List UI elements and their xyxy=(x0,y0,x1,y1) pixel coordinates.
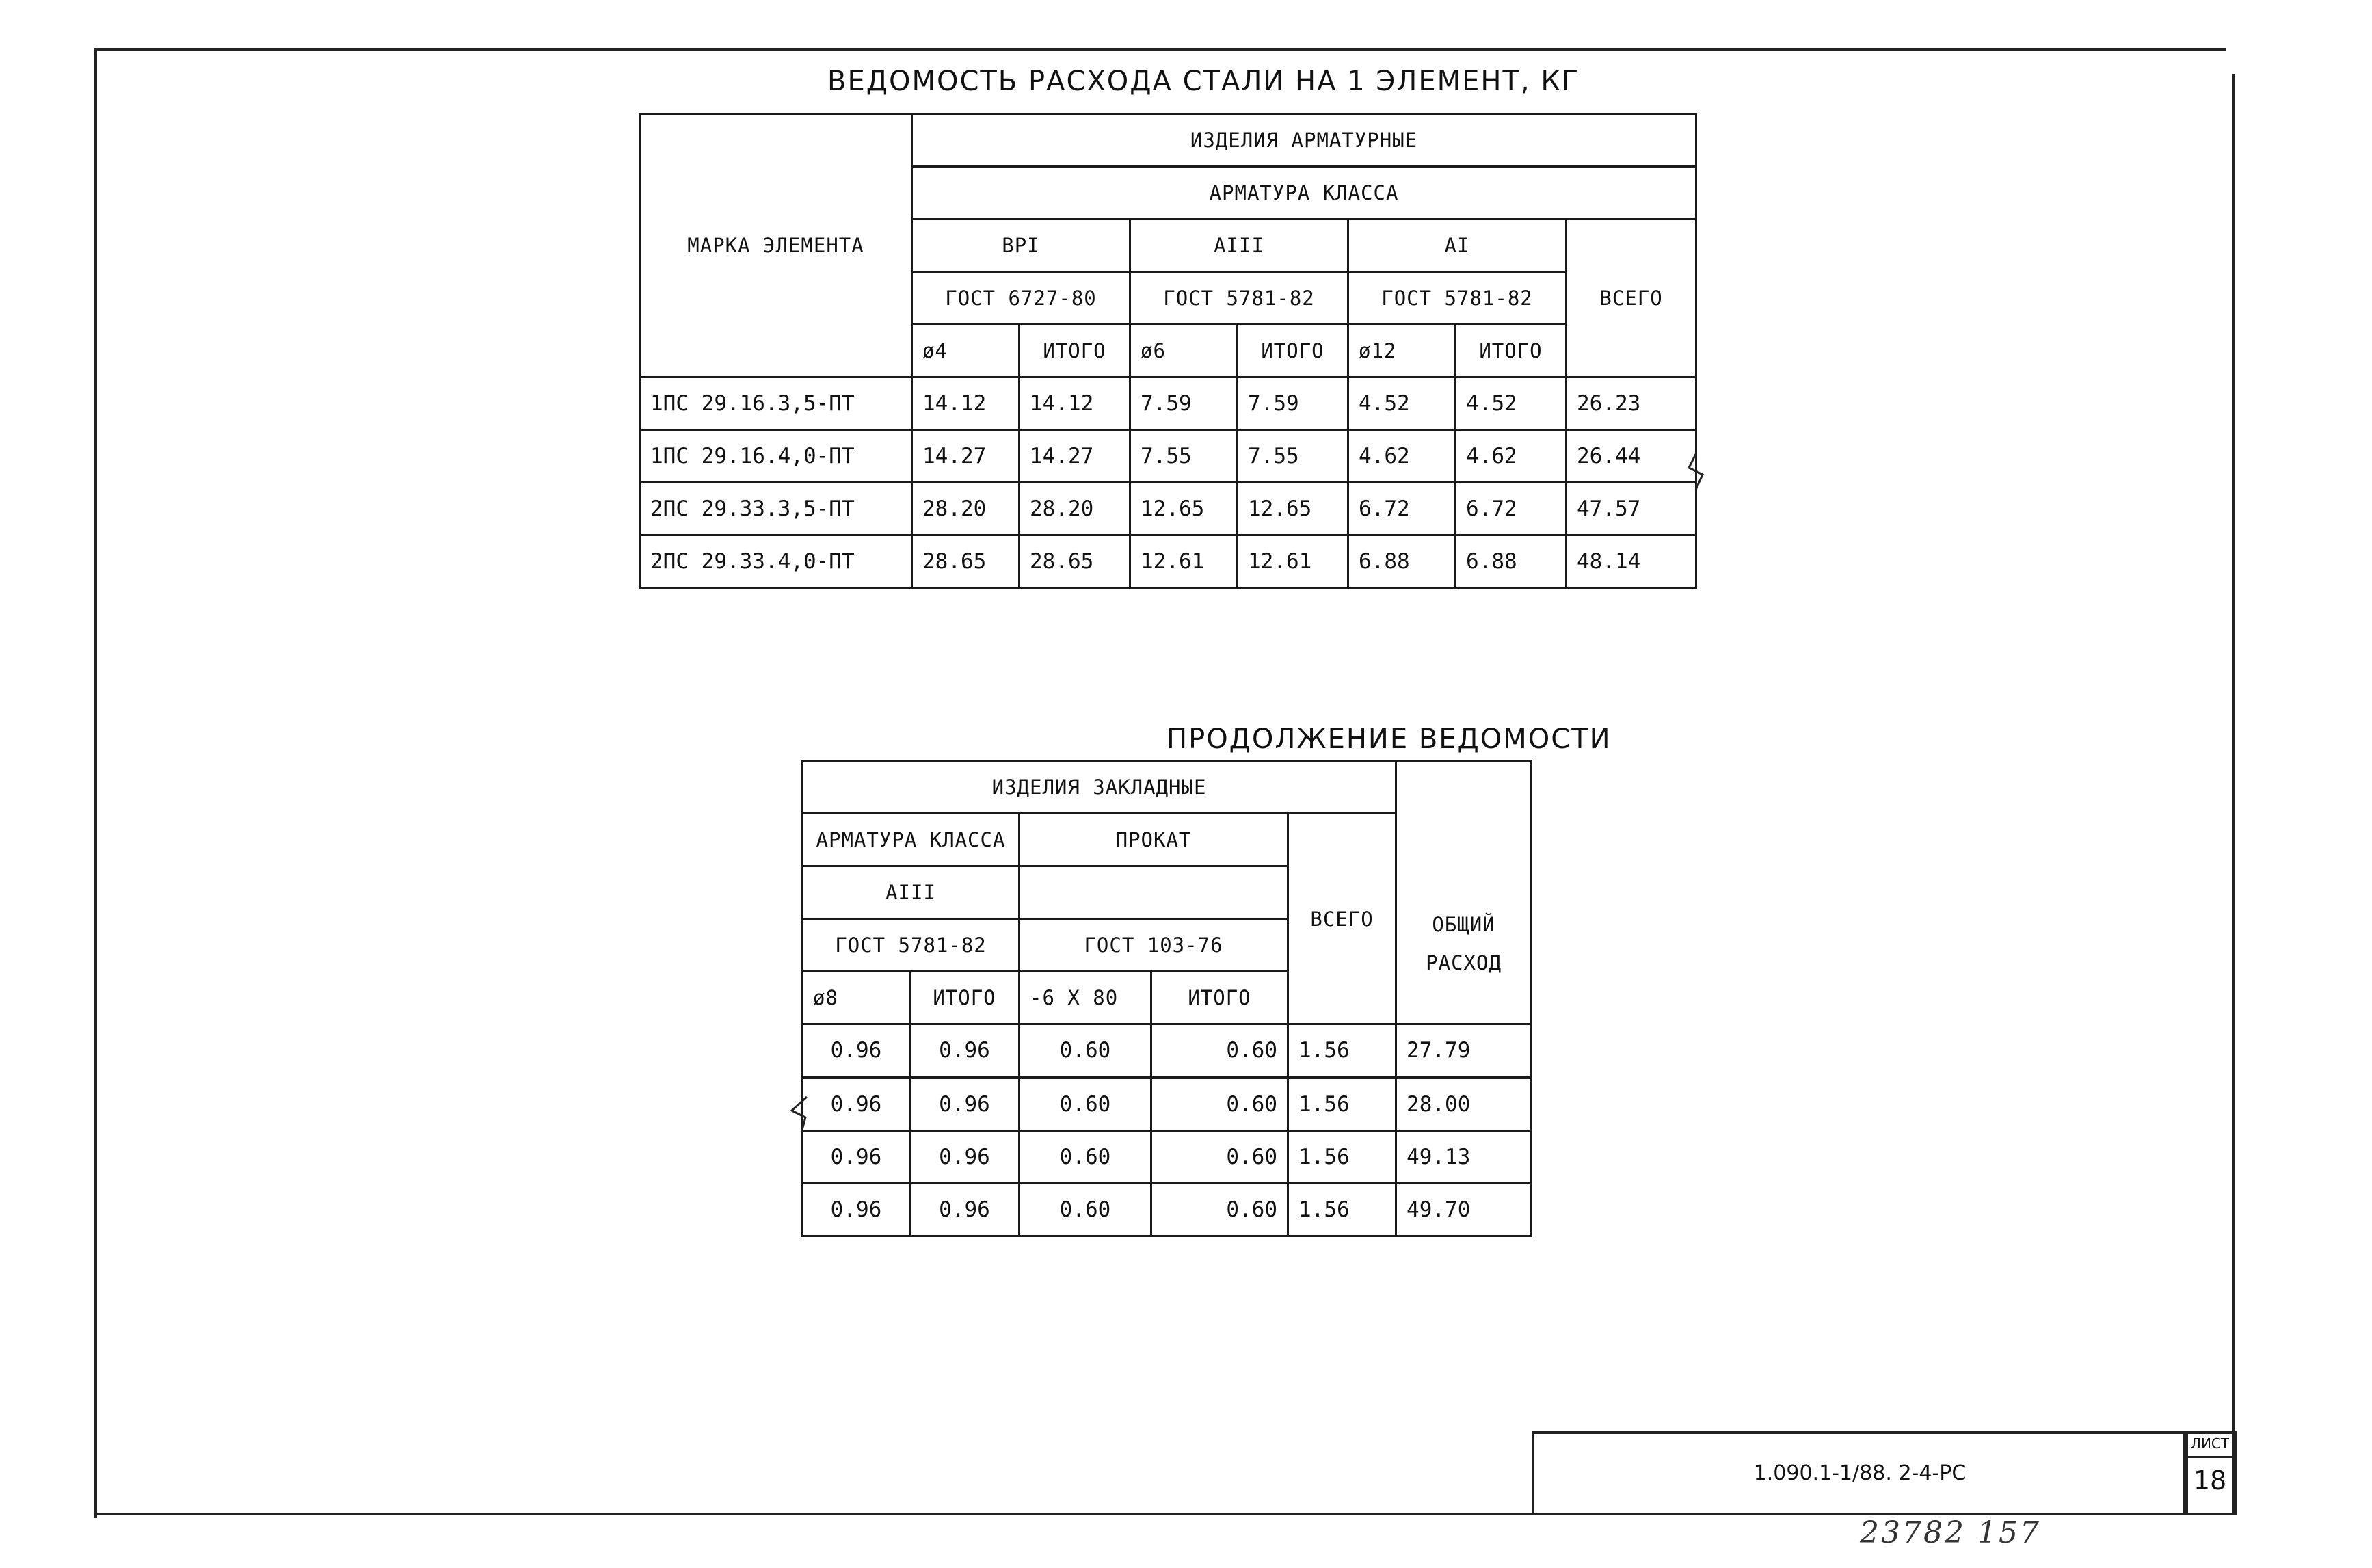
table-cell: 1.56 xyxy=(1288,1024,1396,1078)
element-mark: 1ПС 29.16.3,5-ПТ xyxy=(640,377,912,430)
empty-cell xyxy=(1020,866,1288,919)
table-cell: 0.60 xyxy=(1151,1024,1288,1078)
table-cell: 7.55 xyxy=(1130,430,1238,483)
table-cell: 28.20 xyxy=(1020,483,1130,535)
table-cell: 49.13 xyxy=(1396,1131,1532,1184)
table-cell: 0.60 xyxy=(1020,1024,1151,1078)
table-row xyxy=(803,1078,1532,1131)
table-cell: 0.96 xyxy=(910,1131,1020,1184)
header-gost-a3: ГОСТ 5781-82 xyxy=(803,919,1020,972)
table-cell: 26.44 xyxy=(1567,430,1696,483)
sheet-number: 18 xyxy=(2193,1465,2227,1496)
header-gost-rolled: ГОСТ 103-76 xyxy=(1020,919,1288,972)
table-cell: 14.27 xyxy=(912,430,1020,483)
header-gost-a3: ГОСТ 5781-82 xyxy=(1130,272,1348,325)
continuation-title: ПРОДОЛЖЕНИЕ ВЕДОМОСТИ xyxy=(1167,723,1612,755)
header-rolled-steel: ПРОКАТ xyxy=(1020,814,1288,866)
table-cell: 27.79 xyxy=(1396,1024,1532,1078)
header-gost-bp1: ГОСТ 6727-80 xyxy=(912,272,1130,325)
break-line-icon xyxy=(786,1094,814,1135)
table-cell: 12.61 xyxy=(1130,535,1238,588)
header-diameter-8: ø8 xyxy=(803,972,910,1024)
table-cell: 0.96 xyxy=(910,1078,1020,1131)
header-overall-consumption: ОБЩИЙ РАСХОД xyxy=(1396,761,1532,1024)
header-class-a3: АIII xyxy=(1130,220,1348,272)
table-cell: 4.62 xyxy=(1456,430,1567,483)
table-cell: 12.65 xyxy=(1130,483,1238,535)
header-reinforcement-products: ИЗДЕЛИЯ АРМАТУРНЫЕ xyxy=(912,114,1696,167)
table-cell: 12.65 xyxy=(1238,483,1348,535)
table-row xyxy=(640,535,1696,588)
table-cell: 0.60 xyxy=(1020,1184,1151,1236)
table-cell: 0.96 xyxy=(910,1184,1020,1236)
header-gost-a1: ГОСТ 5781-82 xyxy=(1348,272,1567,325)
header-itogo: ИТОГО xyxy=(1456,325,1567,377)
drawing-frame-right xyxy=(2232,74,2235,1515)
table-cell: 28.00 xyxy=(1396,1078,1532,1131)
table-cell: 0.60 xyxy=(1151,1078,1288,1131)
drawing-frame-top xyxy=(94,48,2226,51)
table-cell: 47.57 xyxy=(1567,483,1696,535)
header-element-mark: МАРКА ЭЛЕМЕНТА xyxy=(640,114,912,377)
table-cell: 12.61 xyxy=(1238,535,1348,588)
table-cell: 48.14 xyxy=(1567,535,1696,588)
table-cell: 4.62 xyxy=(1348,430,1456,483)
header-class-a1: АI xyxy=(1348,220,1567,272)
table-cell: 4.52 xyxy=(1456,377,1567,430)
table-cell: 0.96 xyxy=(910,1024,1020,1078)
table-cell: 14.12 xyxy=(1020,377,1130,430)
element-mark: 1ПС 29.16.4,0-ПТ xyxy=(640,430,912,483)
table-cell: 7.55 xyxy=(1238,430,1348,483)
header-strip-size: -6 Х 80 xyxy=(1020,972,1151,1024)
header-class-a3: АIII xyxy=(803,866,1020,919)
table-cell: 1.56 xyxy=(1288,1131,1396,1184)
table-row xyxy=(640,430,1696,483)
table-cell: 0.96 xyxy=(803,1184,910,1236)
table-cell: 49.70 xyxy=(1396,1184,1532,1236)
header-total: ВСЕГО xyxy=(1288,814,1396,1024)
table-cell: 1.56 xyxy=(1288,1078,1396,1131)
table-cell: 0.96 xyxy=(803,1078,910,1131)
break-line-icon xyxy=(1682,451,1709,492)
table-cell: 28.20 xyxy=(912,483,1020,535)
document-code: 1.090.1-1/88. 2-4-РС xyxy=(1753,1461,1967,1485)
table-cell: 0.60 xyxy=(1151,1131,1288,1184)
table-cell: 14.12 xyxy=(912,377,1020,430)
sheet-label: ЛИСТ xyxy=(2185,1435,2235,1458)
header-itogo: ИТОГО xyxy=(1020,325,1130,377)
embedded-parts-table xyxy=(801,760,1532,1237)
element-mark: 2ПС 29.33.4,0-ПТ xyxy=(640,535,912,588)
table-cell: 26.23 xyxy=(1567,377,1696,430)
header-diameter-6: ø6 xyxy=(1130,325,1238,377)
table-cell: 0.60 xyxy=(1151,1184,1288,1236)
header-reinforcement-class: АРМАТУРА КЛАССА xyxy=(912,167,1696,220)
header-itogo: ИТОГО xyxy=(1238,325,1348,377)
table-cell: 0.60 xyxy=(1020,1131,1151,1184)
table-cell: 28.65 xyxy=(1020,535,1130,588)
header-itogo: ИТОГО xyxy=(910,972,1020,1024)
table-cell: 6.88 xyxy=(1348,535,1456,588)
table-row xyxy=(803,1131,1532,1184)
header-itogo: ИТОГО xyxy=(1151,972,1288,1024)
table-cell: 1.56 xyxy=(1288,1184,1396,1236)
table-cell: 14.27 xyxy=(1020,430,1130,483)
drawing-frame-left xyxy=(94,48,97,1518)
element-mark: 2ПС 29.33.3,5-ПТ xyxy=(640,483,912,535)
header-diameter-12: ø12 xyxy=(1348,325,1456,377)
header-total: ВСЕГО xyxy=(1567,220,1696,377)
steel-schedule-title: ВЕДОМОСТЬ РАСХОДА СТАЛИ НА 1 ЭЛЕМЕНТ, КГ xyxy=(827,66,1580,97)
header-reinforcement-class: АРМАТУРА КЛАССА xyxy=(803,814,1020,866)
header-class-bp1: ВРI xyxy=(912,220,1130,272)
handwritten-note: 23782 157 xyxy=(1860,1515,2041,1550)
header-diameter-4: ø4 xyxy=(912,325,1020,377)
sheet-box xyxy=(2183,1431,2237,1515)
table-cell: 4.52 xyxy=(1348,377,1456,430)
table-cell: 6.72 xyxy=(1348,483,1456,535)
table-cell: 28.65 xyxy=(912,535,1020,588)
table-row xyxy=(640,483,1696,535)
title-block xyxy=(1532,1431,2188,1515)
steel-consumption-table xyxy=(639,113,1697,589)
table-cell: 7.59 xyxy=(1130,377,1238,430)
table-cell: 6.88 xyxy=(1456,535,1567,588)
table-row xyxy=(803,1184,1532,1236)
table-cell: 7.59 xyxy=(1238,377,1348,430)
table-cell: 0.60 xyxy=(1020,1078,1151,1131)
table-cell: 0.96 xyxy=(803,1131,910,1184)
table-row xyxy=(640,377,1696,430)
header-embedded-products: ИЗДЕЛИЯ ЗАКЛАДНЫЕ xyxy=(803,761,1396,814)
table-cell: 6.72 xyxy=(1456,483,1567,535)
table-cell: 0.96 xyxy=(803,1024,910,1078)
table-row xyxy=(803,1024,1532,1078)
